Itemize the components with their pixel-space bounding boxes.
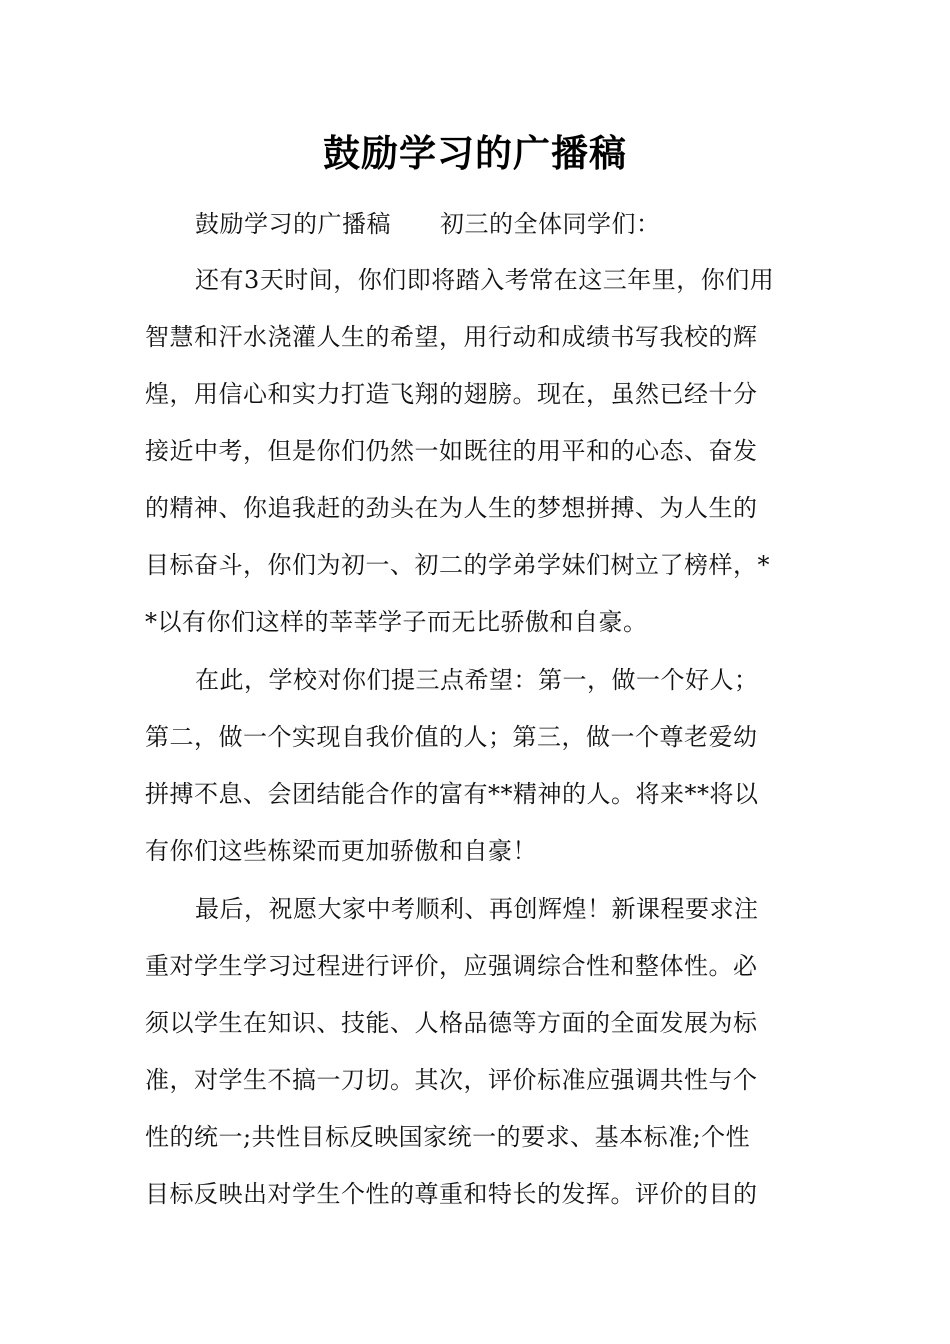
paragraph-3-line-2: 重对学生学习过程进行评价，应强调综合性和整体性。必 [145, 952, 758, 980]
paragraph-1-line-6: 目标奋斗，你们为初一、初二的学弟学妹们树立了榜样，* [145, 551, 770, 579]
paragraph-2-line-3: 拼搏不息、会团结能合作的富有**精神的人。将来**将以 [145, 780, 759, 808]
paragraph-2-line-1: 在此，学校对你们提三点希望：第一，做一个好人； [195, 666, 759, 694]
paragraph-1-line-2: 智慧和汗水浇灌人生的希望，用行动和成绩书写我校的辉 [145, 323, 758, 351]
paragraph-3-line-1: 最后，祝愿大家中考顺利、再创辉煌！新课程要求注 [195, 895, 759, 923]
paragraph-2-line-4: 有你们这些栋梁而更加骄傲和自豪！ [145, 837, 537, 865]
greeting-line: 鼓励学习的广播稿 初三的全体同学们： [195, 210, 661, 238]
paragraph-3-line-5: 性的统一;共性目标反映国家统一的要求、基本标准;个性 [145, 1123, 751, 1151]
paragraph-3-line-6: 目标反映出对学生个性的尊重和特长的发挥。评价的目的 [145, 1180, 758, 1208]
paragraph-1-line-3: 煌，用信心和实力打造飞翔的翅膀。现在，虽然已经十分 [145, 380, 758, 408]
paragraph-3-line-4: 准，对学生不搞一刀切。其次，评价标准应强调共性与个 [145, 1066, 758, 1094]
paragraph-1-line-4: 接近中考，但是你们仍然一如既往的用平和的心态、奋发 [145, 437, 758, 465]
paragraph-1-line-5: 的精神、你追我赶的劲头在为人生的梦想拼搏、为人生的 [145, 494, 758, 522]
paragraph-1-line-1: 还有3天时间，你们即将踏入考常在这三年里，你们用 [195, 266, 775, 294]
paragraph-1-line-7: *以有你们这样的莘莘学子而无比骄傲和自豪。 [145, 608, 648, 636]
paragraph-3-line-3: 须以学生在知识、技能、人格品德等方面的全面发展为标 [145, 1009, 758, 1037]
paragraph-2-line-2: 第二，做一个实现自我价值的人；第三，做一个尊老爱幼 [145, 723, 758, 751]
document-title: 鼓励学习的广播稿 [323, 131, 627, 175]
